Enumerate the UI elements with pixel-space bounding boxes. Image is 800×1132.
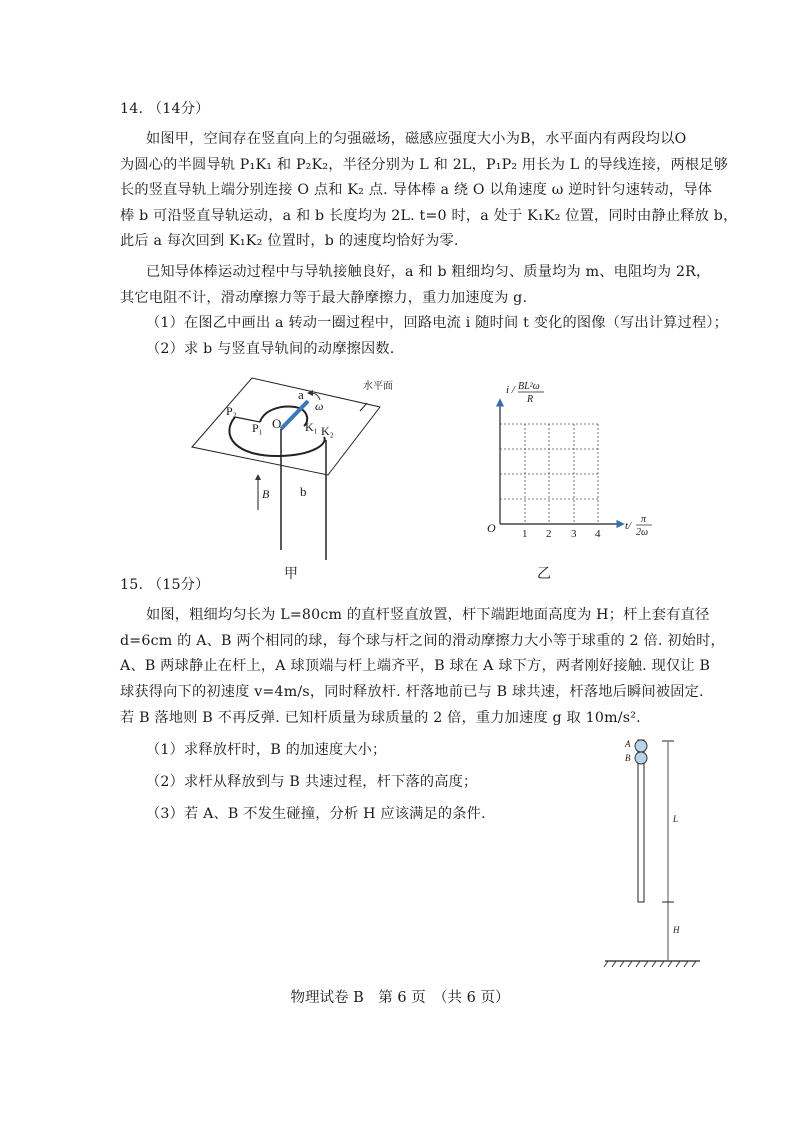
x-axis-unit-denominator: 2ω (636, 527, 649, 538)
q14-text-line: 已知导体棒运动过程中与导轨接触良好，a 和 b 粗细均匀、质量均为 m、电阻均为 2R， (146, 264, 711, 280)
label-o: O (272, 416, 282, 431)
q15-text-line: d=6cm 的 A、B 两个相同的球，每个球与杆之间的滑动摩擦力大小等于球重的 2 倍. 初始时， (120, 633, 725, 649)
label-p2: P₂ (226, 404, 237, 418)
q14-text-line: 棒 b 可沿竖直导轨运动，a 和 b 长度均为 2L. t=0 时，a 处于 K₁K₂ 位置，同时由静止释放 b， (120, 208, 738, 224)
ground-hatching (604, 961, 696, 967)
ball-b (635, 752, 647, 764)
q15-subquestion-3: （3）若 A、B 不发生碰撞，分析 H 应该满足的条件. (146, 806, 486, 822)
q14-text-line: 长的竖直导轨上端分别连接 O 点和 K₂ 点. 导体棒 a 绕 O 以角速度 ω 逆时针匀速转动，导体 (120, 182, 713, 198)
y-axis-unit-denominator: R (527, 394, 534, 405)
q15-text-line: 若 B 落地则 B 不再反弹. 已知杆质量为球质量的 2 倍，重力加速度 g 取 10m/s². (120, 710, 641, 726)
label-ball-a: A (625, 739, 631, 749)
q14-text-line: 其它电阻不计，滑动摩擦力等于最大静摩擦力，重力加速度为 g. (120, 290, 528, 306)
label-rod-b: b (300, 484, 307, 499)
q15-header: 15. （15分） (120, 577, 210, 593)
label-k1: K₁ (305, 420, 318, 434)
x-tick-label: 1 (522, 528, 528, 540)
x-tick-label: 3 (571, 528, 577, 540)
label-omega: ω (315, 399, 324, 413)
label-k2: K₂ (321, 424, 334, 438)
x-axis-unit-numerator: π (641, 514, 647, 525)
label-p1: P₁ (252, 421, 263, 435)
label-a: a (298, 387, 304, 402)
y-axis-unit-numerator: BL²ω (518, 381, 540, 392)
x-axis-label: t/ (625, 520, 632, 532)
grid (500, 424, 598, 524)
plane-label: 水平面 (363, 381, 393, 392)
q14-text-line: 此后 a 每次回到 K₁K₂ 位置时，b 的速度均恰好为零. (120, 233, 459, 249)
q14-subquestion-1: （1）在图乙中画出 a 转动一圈过程中，回路电流 i 随时间 t 变化的图像（写出计算过程）； (146, 315, 729, 331)
figure-yi (480, 365, 670, 585)
figure-jia (180, 365, 400, 585)
q15-text-line: 如图，粗细均匀长为 L=80cm 的直杆竖直放置，杆下端距地面高度为 H；杆上套有直径 (146, 607, 710, 623)
origin-label: O (487, 521, 496, 535)
label-height-h: H (673, 925, 680, 935)
label-ball-b: B (625, 753, 631, 763)
x-tick-label: 4 (595, 528, 601, 540)
plane-label-pointer (360, 403, 367, 411)
q15-text-line: 球获得向下的初速度 v=4m/s，同时释放杆. 杆落地前已与 B 球共速，杆落地后瞬间被固定. (120, 684, 704, 700)
q14-text-line: 如图甲，空间存在竖直向上的匀强磁场，磁感应强度大小为B，水平面内有两段均以O (146, 131, 687, 147)
q14-header: 14. （14分） (120, 101, 210, 117)
q14-subquestion-2: （2）求 b 与竖直导轨间的动摩擦因数. (146, 341, 395, 357)
caption-yi: 乙 (537, 567, 551, 582)
label-b-field: B (262, 487, 270, 501)
x-tick-label: 2 (546, 528, 552, 540)
y-axis-label: i / (506, 384, 515, 396)
figure-rod (600, 730, 710, 975)
q15-subquestion-1: （1）求释放杆时，B 的加速度大小； (146, 742, 387, 758)
label-length-l: L (673, 814, 679, 824)
q15-text-line: A、B 两球静止在杆上，A 球顶端与杆上端齐平，B 球在 A 球下方，两者刚好接触. 现仅让 B (120, 658, 711, 674)
page-footer: 物理试卷 B 第 6 页 （共 6 页） (290, 990, 510, 1006)
q14-text-line: 为圆心的半圆导轨 P₁K₁ 和 P₂K₂，半径分别为 L 和 2L，P₁P₂ 用长为 L 的导线连接，两根足够 (120, 157, 729, 173)
q15-subquestion-2: （2）求杆从释放到与 B 共速过程，杆下落的高度； (146, 774, 478, 790)
ball-a (635, 740, 647, 752)
caption-jia: 甲 (284, 567, 298, 582)
